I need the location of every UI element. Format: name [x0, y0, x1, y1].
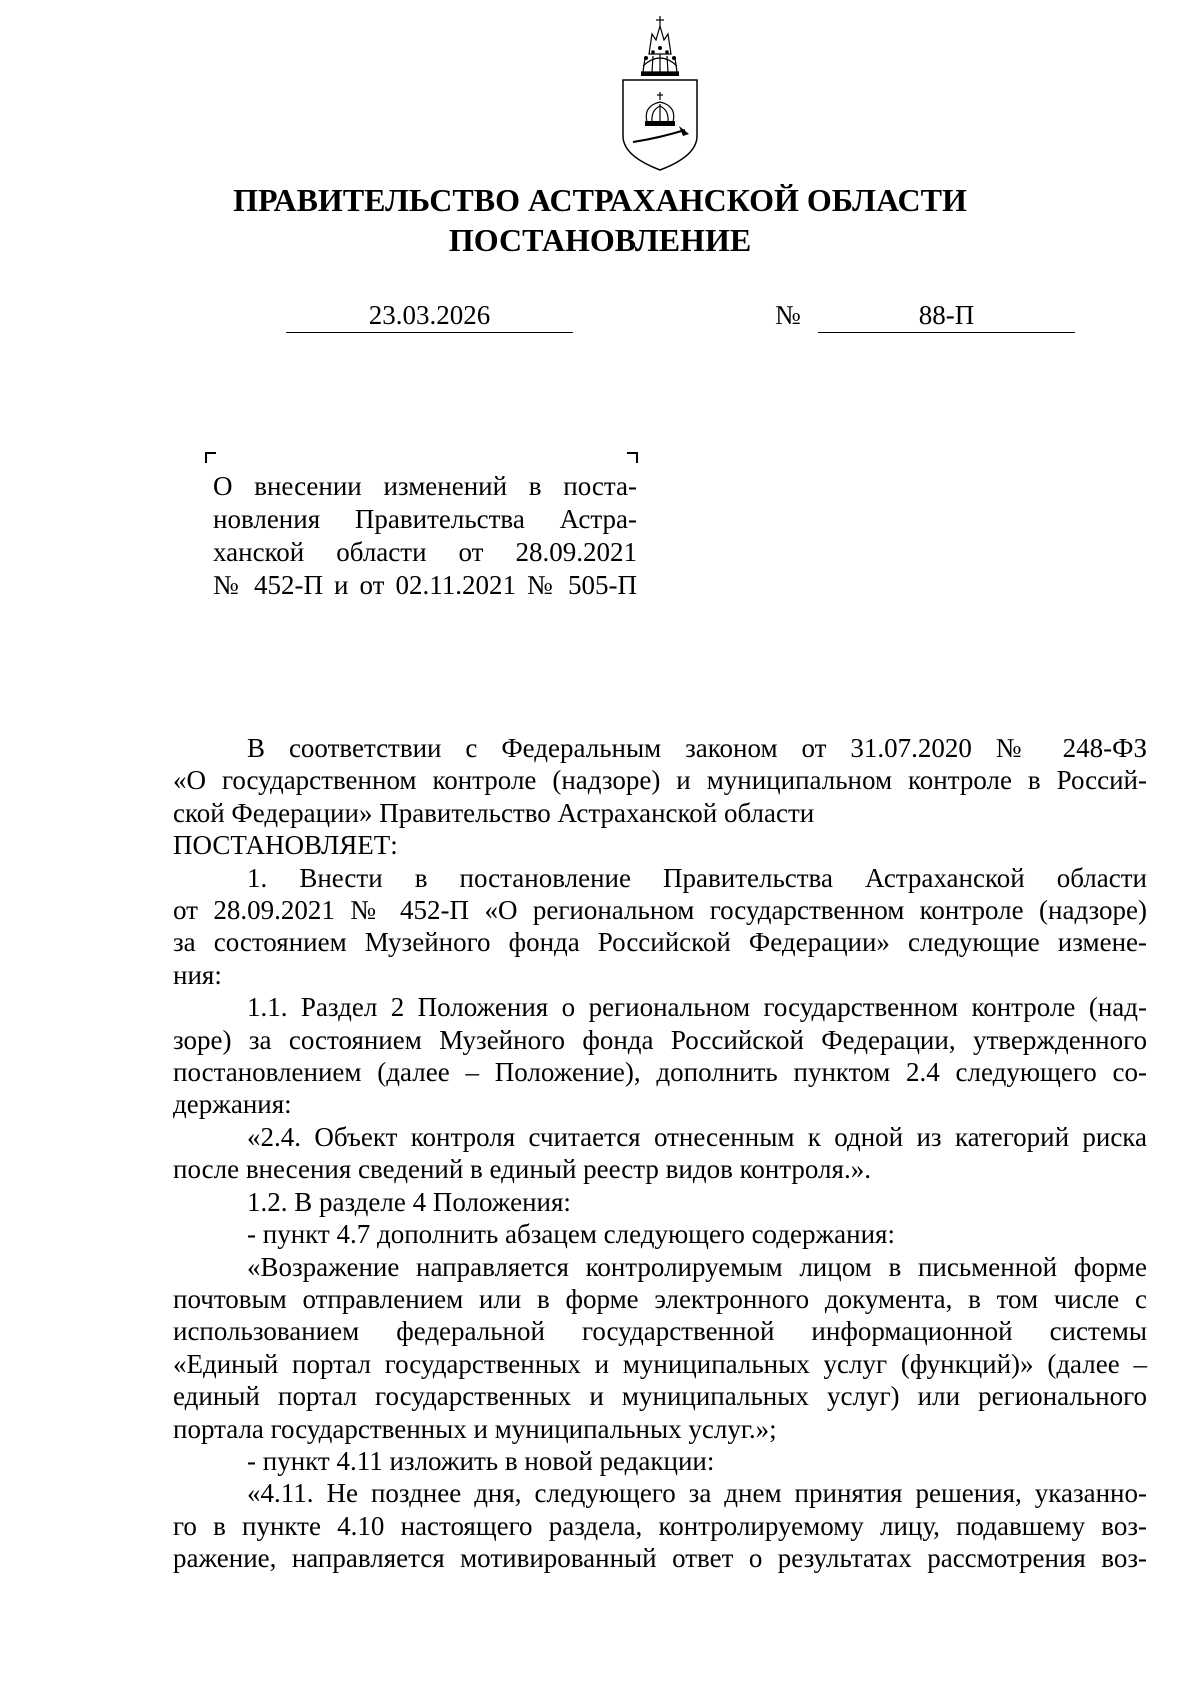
body-line: после внесения сведений в единый реестр видов контроля.». — [173, 1154, 871, 1185]
organization-name: ПРАВИТЕЛЬСТВО АСТРАХАНСКОЙ ОБЛАСТИ — [233, 182, 967, 218]
body-line: ПОСТАНОВЛЯЕТ: — [173, 830, 398, 861]
body-line: В соответствии с Федеральным законом от 31.07.2020 № 248-ФЗ — [247, 733, 1147, 763]
body-line: 1.1. Раздел 2 Положения о региональном государственном контроле (над- — [247, 992, 1147, 1023]
body-line: «4.11. Не позднее дня, следующего за днем принятия решения, указанно- — [247, 1478, 1147, 1509]
body-line: «2.4. Объект контроля считается отнесенным к одной из категорий риска — [247, 1121, 1147, 1152]
body-line: ния: — [173, 959, 222, 990]
subject-line: новления Правительства Астра- — [213, 504, 637, 534]
body-line: постановлением (далее – Положение), дополнить пунктом 2.4 следующего со- — [173, 1057, 1147, 1088]
subject-line: № 452-П и от 02.11.2021 № 505-П — [213, 570, 637, 600]
body-line: ской Федерации» Правительство Астраханской области — [173, 797, 815, 828]
body-line: единый портал государственных и муниципальных услуг) или регионального — [173, 1381, 1147, 1412]
document-subject — [213, 470, 637, 602]
body-line: «О государственном контроле (надзоре) и муниципальном контроле в Россий- — [173, 765, 1147, 796]
body-line: го в пункте 4.10 настоящего раздела, контролируемому лицу, подавшему воз- — [173, 1510, 1147, 1541]
body-line: использованием федеральной государственной информационной системы — [173, 1316, 1147, 1347]
body-line: зоре) за состоянием Музейного фонда Российской Федерации, утвержденного — [173, 1024, 1147, 1055]
coat-of-arms-emblem — [619, 14, 701, 172]
body-line: 1. Внести в постановление Правительства Астраханской области — [247, 862, 1147, 893]
body-line: - пункт 4.7 дополнить абзацем следующего содержания: — [247, 1219, 895, 1250]
body-line: портала государственных и муниципальных услуг.»; — [173, 1413, 777, 1444]
number-sign: № — [775, 300, 801, 330]
body-line: ражение, направляется мотивированный ответ о результатах рассмотрения воз- — [173, 1543, 1147, 1574]
document-date: 23.03.2026 — [286, 298, 573, 333]
subject-corner-left — [205, 452, 216, 463]
subject-corner-right — [627, 452, 638, 463]
body-line: 1.2. В разделе 4 Положения: — [247, 1186, 571, 1217]
document-number: 88-П — [818, 298, 1075, 333]
document-body — [173, 732, 1147, 1575]
body-line: держания: — [173, 1089, 292, 1120]
body-line: за состоянием Музейного фонда Российской Федерации» следующие измене- — [173, 927, 1147, 958]
subject-line: ханской области от 28.09.2021 — [213, 537, 637, 567]
body-line: «Возражение направляется контролируемым лицом в письменной форме — [247, 1251, 1147, 1282]
document-type: ПОСТАНОВЛЕНИЕ — [448, 222, 752, 258]
body-line: - пункт 4.11 изложить в новой редакции: — [247, 1445, 715, 1476]
body-line: почтовым отправлением или в форме электронного документа, в том числе с — [173, 1283, 1147, 1314]
body-line: «Единый портал государственных и муниципальных услуг (функций)» (далее – — [173, 1348, 1147, 1379]
body-line: от 28.09.2021 № 452-П «О региональном государственном контроле (надзоре) — [173, 895, 1147, 926]
subject-line: О внесении изменений в поста- — [213, 471, 637, 501]
